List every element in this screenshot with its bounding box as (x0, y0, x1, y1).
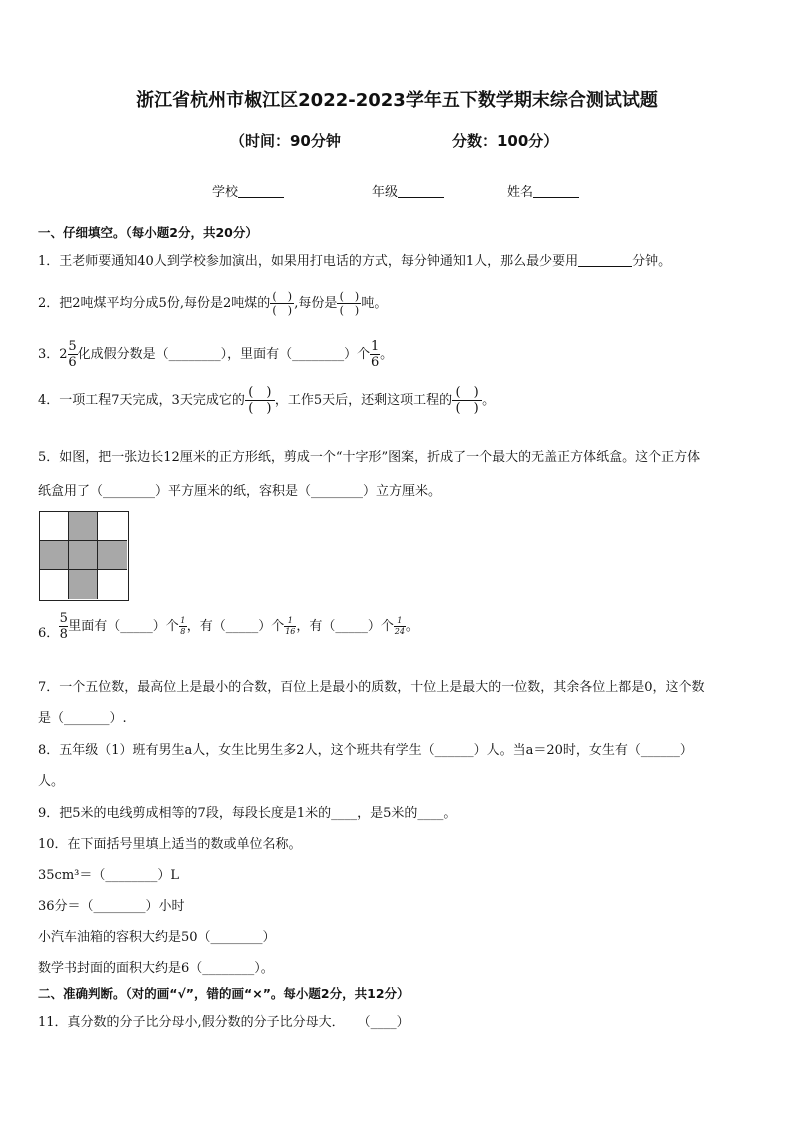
q4-text-end: 。 (482, 393, 496, 408)
q2-text-end: 吨。 (361, 296, 388, 311)
question-10-item-1: 35cm³＝（________）L (38, 868, 179, 883)
q2-text-mid: ,每份是 (294, 296, 338, 311)
grid-cell-shaded (69, 512, 98, 541)
q4-text: 4．一项工程7天完成，3天完成它的 (38, 393, 245, 408)
q6-text-end: 。 (405, 619, 419, 634)
question-5-line-2: 纸盒用了（________）平方厘米的纸，容积是（________）立方厘米。 (38, 484, 442, 499)
grid-cell-shaded (40, 541, 69, 570)
question-7-line-1: 7．一个五位数，最高位上是最小的合数，百位上是最小的质数，十位上是最大的一位数，其余各位上都是0，这个数 (38, 680, 705, 695)
q4-fraction-1: $\frac{( )}{( )}$ (245, 386, 275, 415)
question-2 (38, 291, 387, 316)
q3-text: 化成假分数是（________），里面有（________）个 (77, 347, 371, 362)
grid-cell-shaded (69, 570, 98, 599)
grade-field (372, 181, 444, 200)
section-2-heading: 二、准确判断。（对的画“√”，错的画“×”。每小题2分，共12分） (38, 986, 410, 1001)
q1-blank (578, 254, 632, 267)
q4-fraction-2: $\frac{( )}{( )}$ (452, 386, 482, 415)
q6-fraction-1-8: $\frac{1}{8}$ (180, 616, 186, 636)
question-6: 6． $\frac{5}{8}$ 里面有（_____）个 $\frac{1}{8}$ ，有（_____）个 $\frac{1}{16}$ ，有（_____）个 $\frac{1}{24}$ 。 (38, 611, 419, 642)
q3-fraction: $\frac{5}{6}$ (68, 339, 77, 370)
q6-fraction-1-24: $\frac{1}{24}$ (394, 616, 405, 636)
grid-cell (98, 512, 127, 541)
q3-number: 3． (38, 347, 60, 362)
grid-cell (98, 570, 127, 599)
question-1 (38, 250, 671, 269)
grade-blank (398, 185, 444, 198)
question-10-intro: 10．在下面括号里填上适当的数或单位名称。 (38, 837, 302, 852)
section-1-heading: 一、仔细填空。（每小题2分，共20分） (38, 225, 258, 240)
q6-fraction: $\frac{5}{8}$ (59, 611, 68, 642)
question-11: 11．真分数的分子比分母小,假分数的分子比分母大． （____） (38, 1015, 410, 1030)
question-4 (38, 386, 495, 415)
q3-whole: 2 (59, 347, 68, 362)
exam-score: 分数：100分） (452, 132, 559, 150)
q3-text-end: 。 (380, 347, 394, 362)
name-blank (533, 185, 579, 198)
q6-text-mid-2: ，有（_____）个 (296, 619, 394, 634)
exam-time: （时间：90分钟 (230, 132, 341, 150)
q3-unit-fraction: $\frac{1}{6}$ (370, 339, 380, 370)
question-8-line-1: 8．五年级（1）班有男生a人，女生比男生多2人，这个班共有学生（______）人。当a＝20时，女生有（______） (38, 743, 693, 758)
q1-text: 1．王老师要通知40人到学校参加演出，如果用打电话的方式，每分钟通知1人，那么最少要用 (38, 254, 579, 269)
q1-text-end: 分钟。 (632, 254, 672, 269)
question-9: 9．把5米的电线剪成相等的7段，每段长度是1米的____，是5米的____。 (38, 806, 457, 821)
grade-label: 年级 (372, 185, 399, 200)
school-field (212, 181, 284, 200)
question-3 (38, 340, 393, 369)
name-label: 姓名 (507, 185, 534, 200)
cross-pattern-figure (39, 511, 129, 601)
q4-text-mid: ，工作5天后，还剩这项工程的 (274, 393, 453, 408)
q2-fraction-2: $\frac{( )}{( )}$ (337, 291, 361, 316)
grid-cell-shaded (69, 541, 98, 570)
question-10-item-2: 36分＝（________）小时 (38, 899, 185, 914)
question-5-line-1: 5．如图，把一张边长12厘米的正方形纸，剪成一个“十字形”图案，折成了一个最大的无盖正方体纸盒。这个正方体 (38, 450, 701, 465)
grid-cell (40, 570, 69, 599)
school-blank (238, 185, 284, 198)
q6-fraction-1-16: $\frac{1}{16}$ (285, 616, 296, 636)
q2-fraction-1: $\frac{( )}{( )}$ (270, 291, 294, 316)
q6-text: 里面有（_____）个 (68, 619, 179, 634)
grid-cell-shaded (98, 541, 127, 570)
school-label: 学校 (212, 185, 239, 200)
question-8-line-2: 人。 (38, 774, 65, 789)
q6-text-mid: ，有（_____）个 (186, 619, 285, 634)
name-field (507, 181, 579, 200)
grid-cell (40, 512, 69, 541)
question-10-item-4: 数学书封面的面积大约是6（________）。 (38, 961, 274, 976)
q2-text: 2．把2吨煤平均分成5份,每份是2吨煤的 (38, 296, 271, 311)
question-7-line-2: 是（_______）. (38, 711, 127, 726)
question-10-item-3: 小汽车油箱的容积大约是50（________） (38, 930, 276, 945)
exam-title: 浙江省杭州市椒江区2022-2023学年五下数学期末综合测试试题 (136, 90, 658, 111)
